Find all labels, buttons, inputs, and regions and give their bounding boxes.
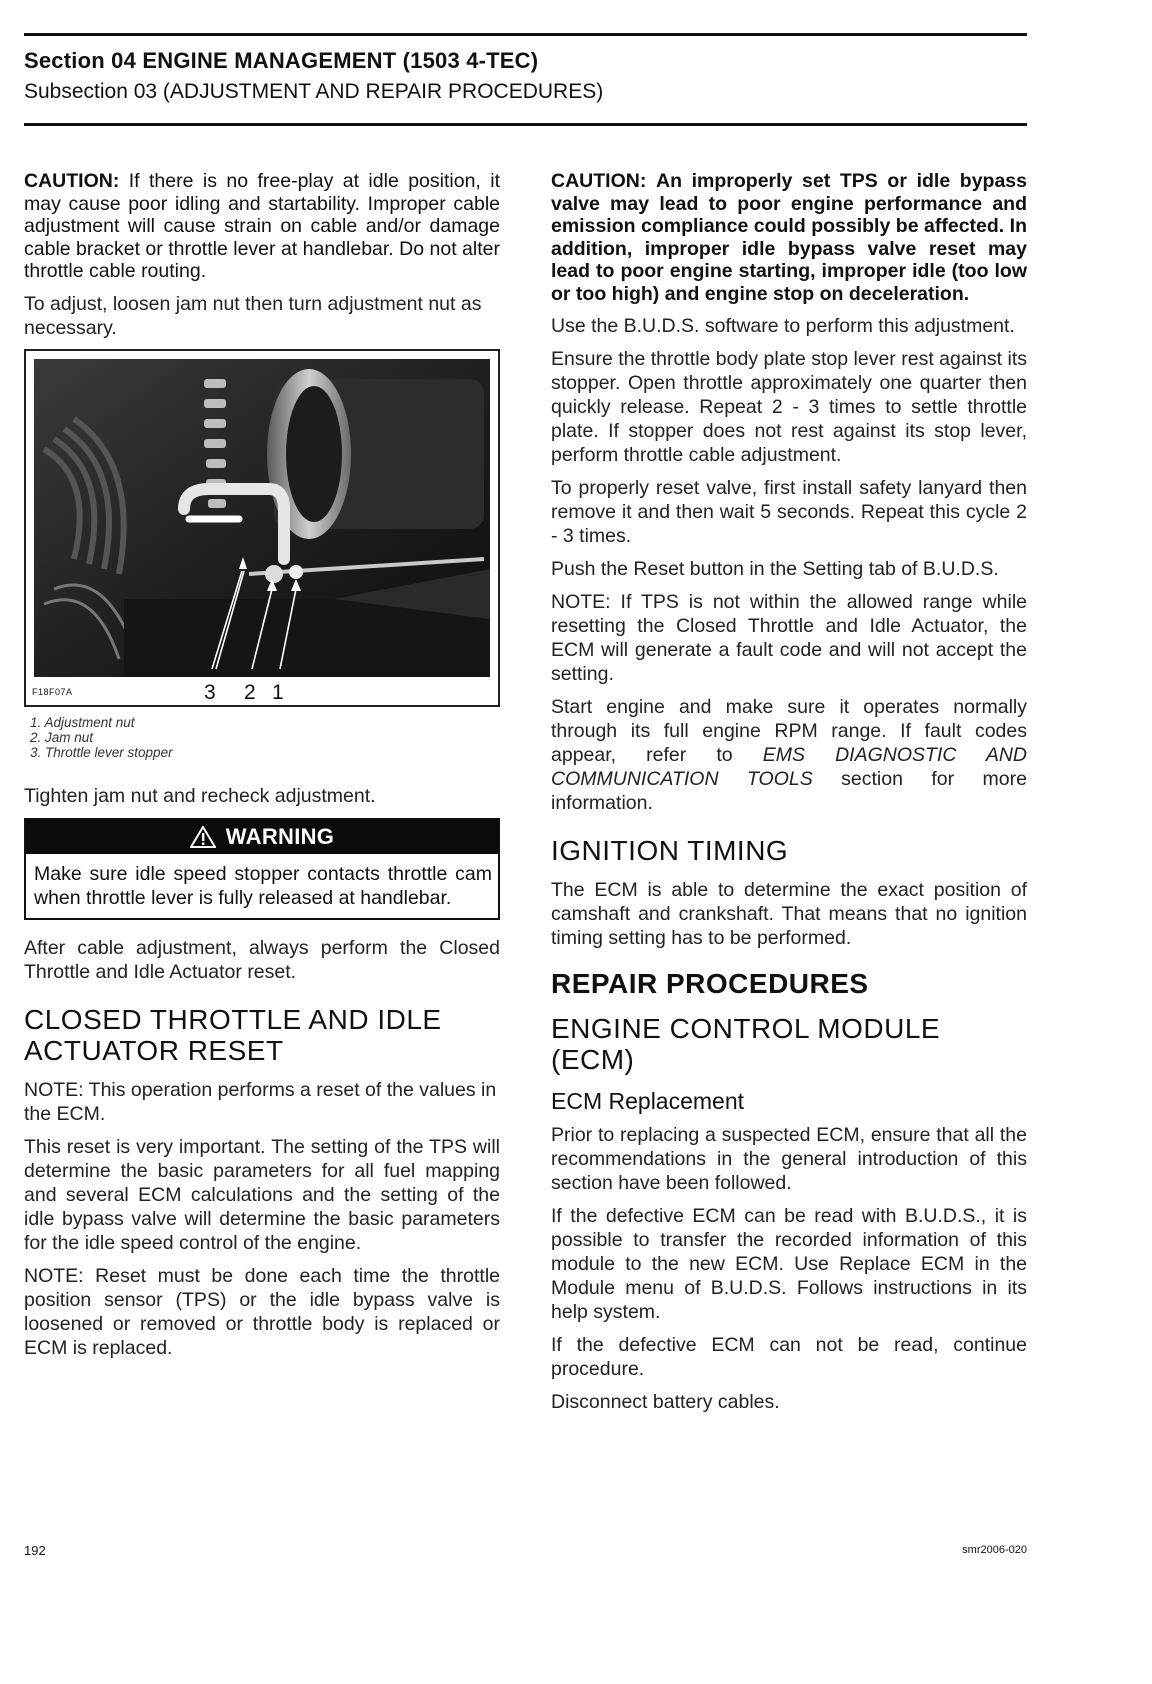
callout-2: 2 (244, 680, 256, 704)
push-text-2: button in the (689, 558, 798, 580)
warning-title: WARNING (225, 823, 335, 849)
page-number: 192 (24, 1543, 46, 1558)
caution-text: An improperly set TPS or idle bypass valve may lead to poor engine performance and emission compliance could possibly be affected. In addition, improper idle bypass valve reset may lead to poor engine starting, improper idle (too low or too high) and engine stop on deceleration. (551, 170, 1028, 305)
start-text-2: section for more information. (551, 768, 1027, 814)
note-text-1: If TPS is not within the allowed range while resetting the (551, 591, 1027, 637)
callout-1: 1 (272, 680, 284, 704)
replace-ecm-label: Replace ECM (839, 1253, 965, 1275)
start-text-1: Start engine and make sure it operates normally through its full engine RPM range. If fault codes appear, refer to (551, 696, 1027, 766)
module-label: Module (551, 1277, 615, 1299)
note-text-2: , the ECM will generate a fault code and will not accept the setting. (551, 615, 1027, 685)
reset-valve-paragraph: To properly reset valve, first install safety lanyard then remove it and then wait 5 seconds. Repeat this cycle 2 - 3 times. (551, 477, 1027, 547)
after-text-1: After cable adjustment, always perform the (24, 936, 428, 959)
header-rule-top (24, 33, 1027, 36)
start-reference: EMS DIAGNOSTIC AND COMMUNICATION TOOLS (551, 744, 1027, 790)
tighten-paragraph: Tighten jam nut and recheck adjustment. (24, 784, 376, 807)
header-rule-bottom (24, 123, 1027, 126)
ecm-heading: ENGINE CONTROL MODULE (ECM) (551, 1013, 941, 1075)
warning-box (24, 818, 500, 920)
warning-triangle-icon (190, 826, 216, 848)
note-label: NOTE: (551, 591, 611, 613)
push-reset-label: Reset (633, 558, 685, 580)
left-column (24, 170, 500, 1369)
subsection-title: Subsection 03 (ADJUSTMENT AND REPAIR PROCEDURES) (24, 80, 604, 103)
warning-text: Make sure idle speed stopper contacts throttle cam when throttle lever is fully released at handlebar. (34, 862, 492, 909)
reset-heading: CLOSED THROTTLE AND IDLE ACTUATOR RESET (24, 1003, 442, 1066)
defective-text-3: menu of B.U.D.S. Follows instructions in its help system. (551, 1277, 1027, 1323)
start-engine-paragraph (551, 695, 1027, 815)
caution-tps (551, 170, 1027, 305)
defective-paragraph (551, 1204, 1027, 1324)
note-reset-paragraph (24, 1264, 500, 1360)
ecm-replacement-heading: ECM Replacement (551, 1088, 745, 1114)
figure-id: F18F07A (32, 686, 73, 697)
caution-free-play (24, 170, 500, 283)
after-text-2: reset. (247, 960, 297, 983)
after-adjustment-paragraph (24, 936, 500, 984)
note-label: NOTE: (24, 1264, 84, 1287)
defective-text-2: in the (974, 1253, 1028, 1275)
throttle-cable-photo (24, 349, 500, 707)
note-tps-paragraph (551, 590, 1027, 686)
legend-item: 3. Throttle lever stopper (30, 744, 173, 760)
push-reset-paragraph (551, 557, 1027, 581)
note-bold: Closed Throttle and Idle Actuator (675, 615, 983, 637)
legend-item: 1. Adjustment nut (30, 714, 135, 730)
note-text: This operation performs a reset of the values in the ECM. (24, 1078, 497, 1125)
note-label: NOTE: (24, 1078, 84, 1101)
note-text: Reset must be done each time the throttle position sensor (TPS) or the idle bypass valve is loosened or removed or throttle body is replaced or ECM is replaced. (24, 1264, 500, 1359)
push-text-1: Push the (551, 558, 628, 580)
warning-header (26, 820, 498, 854)
disconnect-paragraph: Disconnect battery cables. (551, 1391, 780, 1413)
ignition-paragraph: The ECM is able to determine the exact position of camshaft and crankshaft. That means that no ignition timing setting has to be performed. (551, 879, 1027, 949)
figure-legend (30, 715, 500, 760)
buds-paragraph: Use the B.U.D.S. software to perform this adjustment. (551, 315, 1015, 337)
push-text-3: tab of B.U.D.S. (868, 558, 999, 580)
note-values-paragraph (24, 1078, 500, 1126)
repair-heading: REPAIR PROCEDURES (551, 968, 869, 999)
section-title: Section 04 ENGINE MANAGEMENT (1503 4-TEC) (24, 48, 539, 73)
caution-label: CAUTION: (551, 170, 647, 192)
cannot-read-paragraph: If the defective ECM can not be read, continue procedure. (551, 1334, 1027, 1380)
right-column (551, 170, 1027, 1423)
ensure-paragraph: Ensure the throttle body plate stop lever rest against its stopper. Open throttle approximately one quarter then quickly release. Repeat 2 - 3 times to settle throttle plate. If stopper does not rest against its stop lever, perform throttle cable adjustment. (551, 348, 1027, 466)
ignition-heading: IGNITION TIMING (551, 835, 789, 866)
callout-3: 3 (204, 680, 216, 704)
push-setting-label: Setting (802, 558, 864, 580)
after-bold: Closed Throttle and Idle Actuator (24, 936, 500, 983)
reset-important-paragraph: This reset is very important. The setting of the TPS will determine the basic parameters for all fuel mapping and several ECM calculations and the setting of the idle bypass valve will determine the basic parameters for the idle speed control of the engine. (24, 1135, 500, 1254)
defective-text-1: If the defective ECM can be read with B.U.D.S., it is possible to transfer the recorded information of this module to the new ECM. Use (551, 1205, 1027, 1275)
caution-text: If there is no free-play at idle position, it may cause poor idling and startability. Improper cable adjustment will cause strain on cable and/or damage cable bracket or throttle lever at handlebar. Do not alter throttle cable routing. (24, 170, 500, 282)
throttle-body-illustration (34, 359, 490, 677)
adjust-paragraph: To adjust, loosen jam nut then turn adjustment nut as necessary. (24, 292, 482, 339)
prior-paragraph: Prior to replacing a suspected ECM, ensure that all the recommendations in the general introduction of this section have been followed. (551, 1124, 1027, 1194)
legend-item: 2. Jam nut (30, 729, 94, 745)
document-code: smr2006-020 (962, 1544, 1027, 1556)
caution-label: CAUTION: (24, 170, 120, 192)
